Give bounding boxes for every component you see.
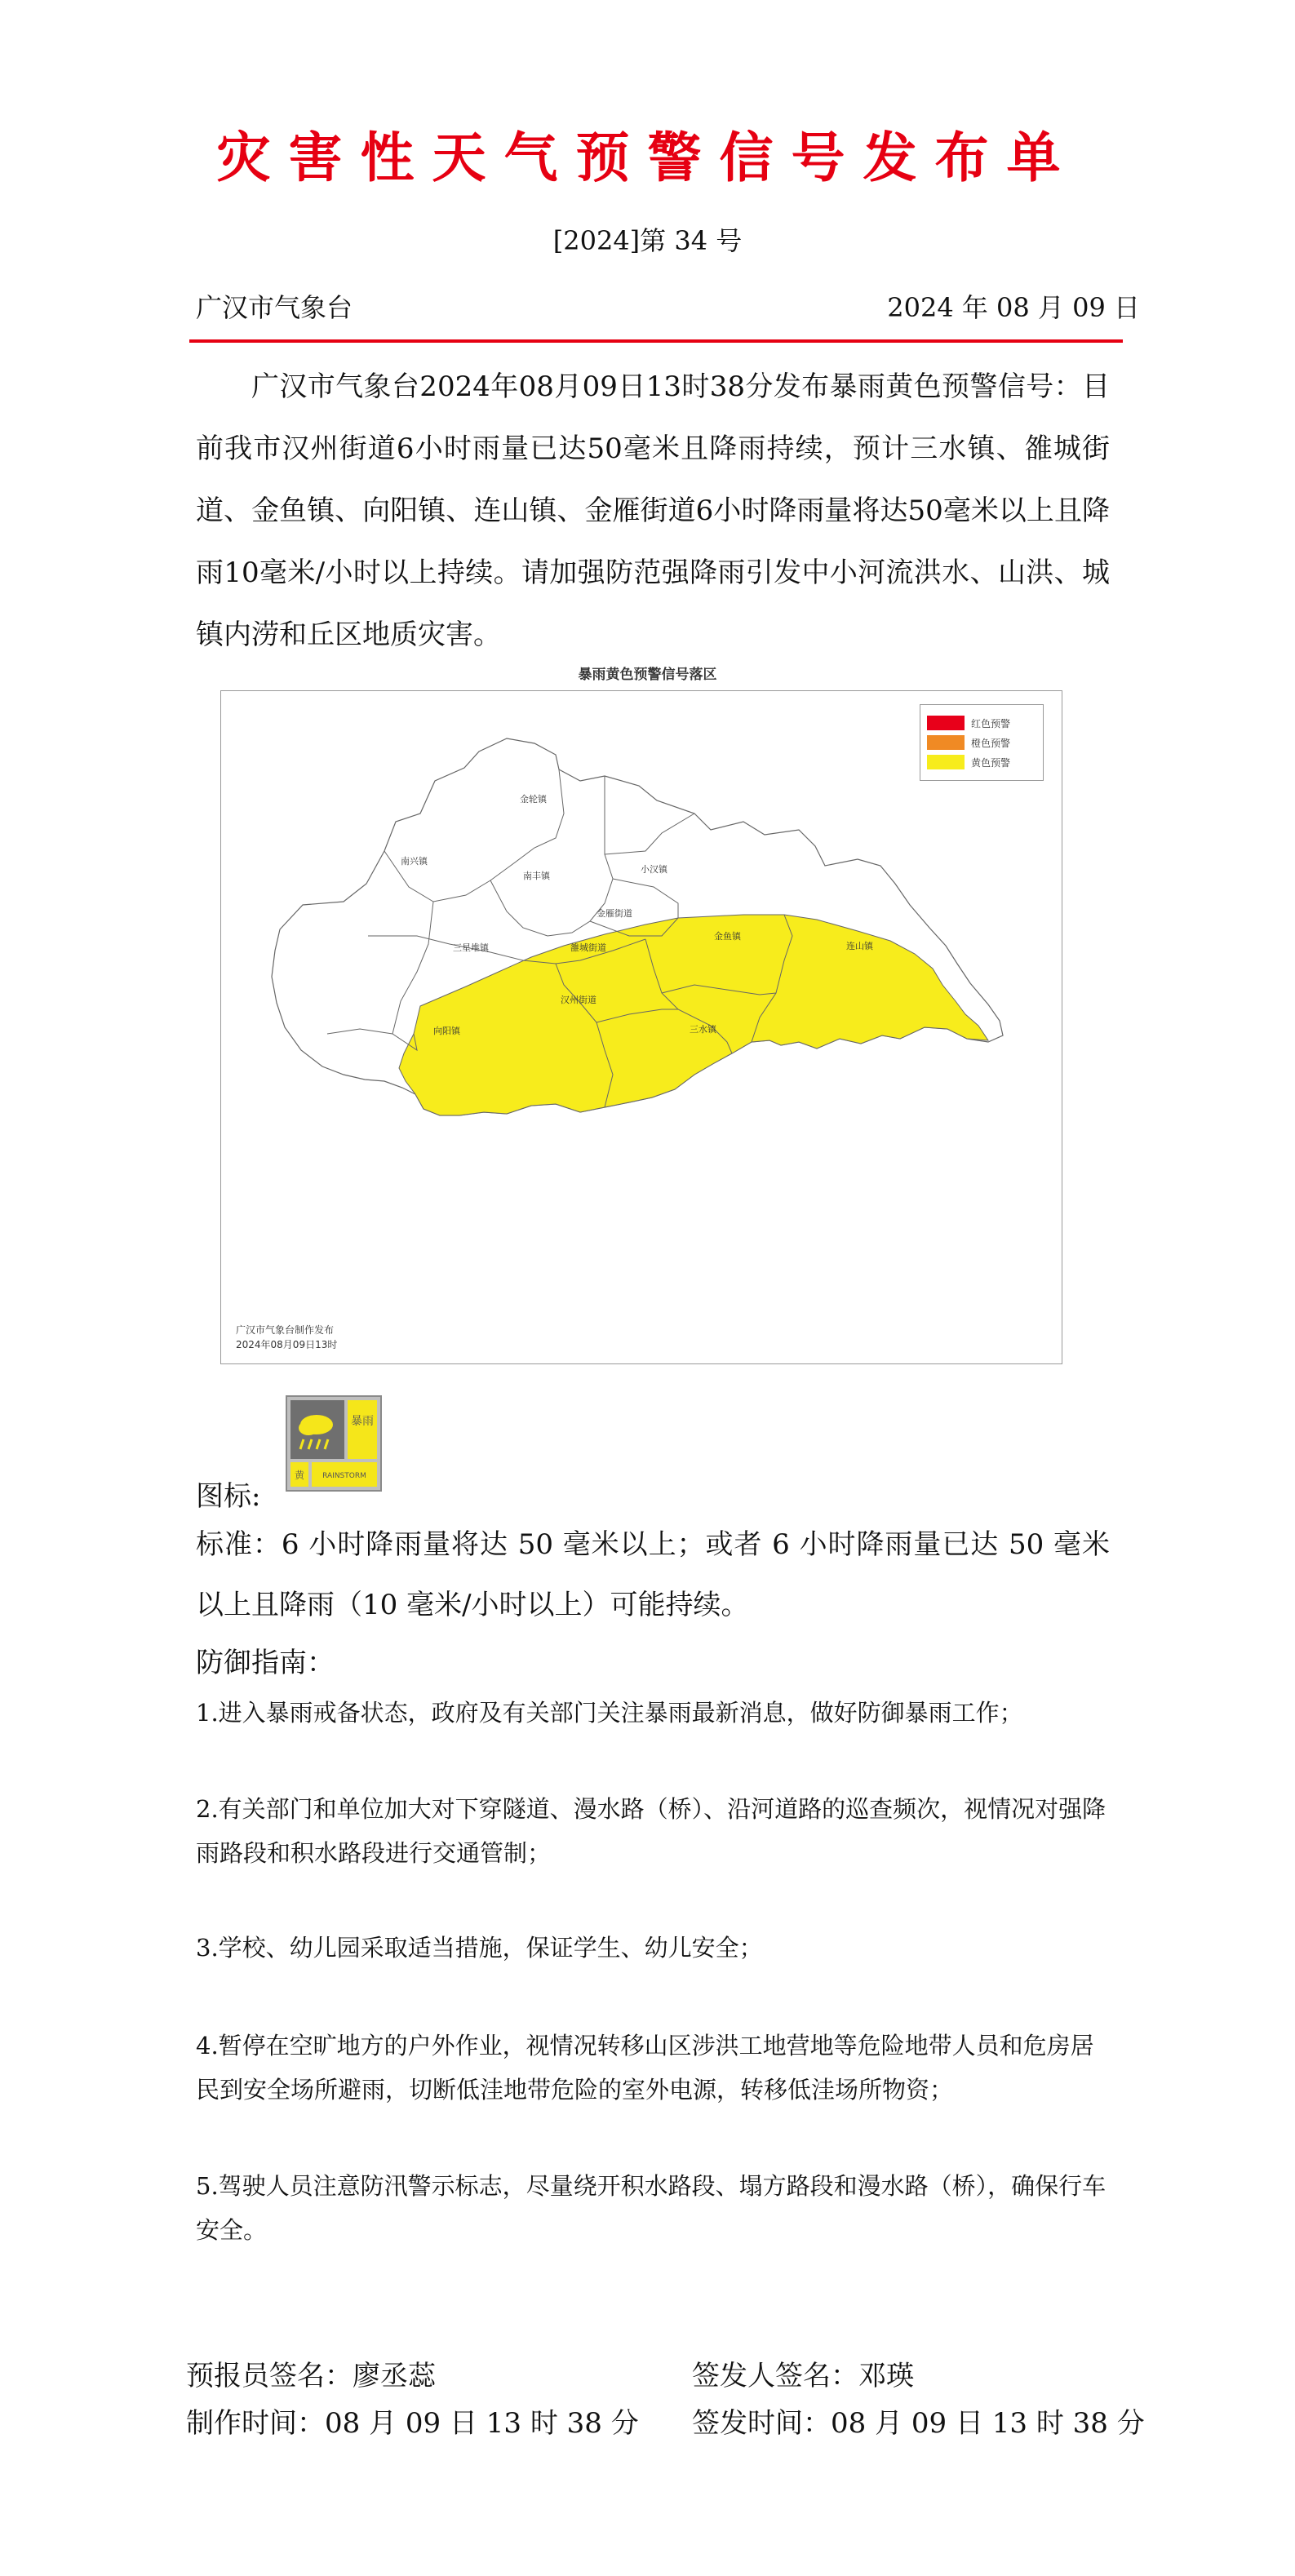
map-footer (236, 1323, 337, 1352)
town-label-hanzhou: 汉州街道 (561, 995, 596, 1005)
map-footer-time: 2024年08月09日13时 (236, 1339, 338, 1350)
legend-label-orange: 橙色预警 (971, 737, 1011, 749)
town-label-luocheng: 雒城街道 (570, 942, 606, 953)
guidance-item-2: 2.有关部门和单位加大对下穿隧道、漫水路（桥）、沿河道路的巡查频次，视情况对强降雨路段和积水路段进行交通管制； (196, 1795, 1107, 1867)
guidance-heading: 防御指南： (196, 1647, 335, 1679)
guidance-item-1: 1.进入暴雨戒备状态，政府及有关部门关注暴雨最新消息，做好防御暴雨工作； (196, 1699, 1023, 1727)
town-label-jinyu: 金鱼镇 (714, 931, 741, 942)
town-label-xiaohan: 小汉镇 (641, 864, 667, 875)
guidance-item-5: 5.驾驶人员注意防汛警示标志，尽量绕开积水路段、塌方路段和漫水路（桥），确保行车安全。 (196, 2172, 1107, 2244)
legend-swatch-orange (927, 735, 965, 750)
town-label-nanxing: 南兴镇 (401, 856, 428, 867)
issuing-organization: 广汉市气象台 (196, 292, 353, 323)
make-time: 制作时间：08 月 09 日 13 时 38 分 (186, 2407, 639, 2440)
town-label-jinyan: 金雁街道 (596, 908, 632, 919)
legend-label-yellow: 黄色预警 (971, 756, 1011, 769)
legend-item-red (927, 713, 1036, 733)
guidance-item-4: 4.暂停在空旷地方的户外作业，视情况转移山区涉洪工地营地等危险地带人员和危房居民到安全场所避雨，切断低洼地带危险的室外电源，转移低洼场所物资； (196, 2032, 1094, 2104)
document-title: 灾害性天气预警信号发布单 (216, 126, 1079, 189)
warning-map (220, 690, 1062, 1364)
legend-label-red: 红色预警 (971, 717, 1011, 729)
town-label-xiangyang: 向阳镇 (433, 1026, 460, 1036)
issuer-signature: 签发人签名：邓瑛 (692, 2360, 914, 2392)
issue-date: 2024 年 08 月 09 日 (887, 292, 1140, 323)
legend-swatch-red (927, 716, 965, 730)
map-legend (920, 704, 1044, 781)
town-label-sanxing: 三星堆镇 (453, 942, 489, 953)
guidance-item-3: 3.学校、幼儿园采取适当措施，保证学生、幼儿安全； (196, 1934, 763, 1962)
warning-paragraph: 广汉市气象台2024年08月09日13时38分发布暴雨黄色预警信号：目前我市汉州街道6小时雨量已达50毫米且降雨持续，预计三水镇、雒城街道、金鱼镇、向阳镇、连山镇、金雁街道6小时降雨量将达50毫米以上且降雨10毫米/小时以上持续。请加强防范强降雨引发中小河流洪水、山洪、城镇内涝和丘区地质灾害。 (196, 370, 1110, 651)
forecaster-signature: 预报员签名：廖丞蕊 (186, 2360, 436, 2392)
town-label-lianshan: 连山镇 (846, 941, 873, 951)
warning-standard: 标准：6 小时降雨量将达 50 毫米以上；或者 6 小时降雨量已达 50 毫米以上且降雨（10 毫米/小时以上）可能持续。 (196, 1528, 1110, 1621)
icon-section (196, 1395, 522, 1513)
icon-text-side: 黄 (294, 1470, 305, 1481)
icon-text-top: 暴雨 (351, 1415, 374, 1428)
red-divider (189, 339, 1123, 343)
map-footer-producer: 广汉市气象台制作发布 (236, 1324, 335, 1336)
town-label-sanshui: 三水镇 (690, 1024, 716, 1035)
town-label-jinlun: 金轮镇 (520, 794, 547, 805)
rainstorm-yellow-warning-icon (286, 1395, 382, 1492)
map-title: 暴雨黄色预警信号落区 (578, 667, 717, 683)
icon-label: 图标: (196, 1480, 261, 1513)
legend-item-yellow (927, 752, 1036, 772)
issue-time: 签发时间：08 月 09 日 13 时 38 分 (692, 2407, 1145, 2440)
icon-text-bottom: RAINSTORM (322, 1472, 366, 1480)
map-drawing (221, 691, 1062, 1363)
legend-item-orange (927, 733, 1036, 752)
town-label-nanfeng: 南丰镇 (523, 871, 550, 881)
issue-number: [2024]第 34 号 (552, 225, 743, 256)
legend-swatch-yellow (927, 755, 965, 769)
